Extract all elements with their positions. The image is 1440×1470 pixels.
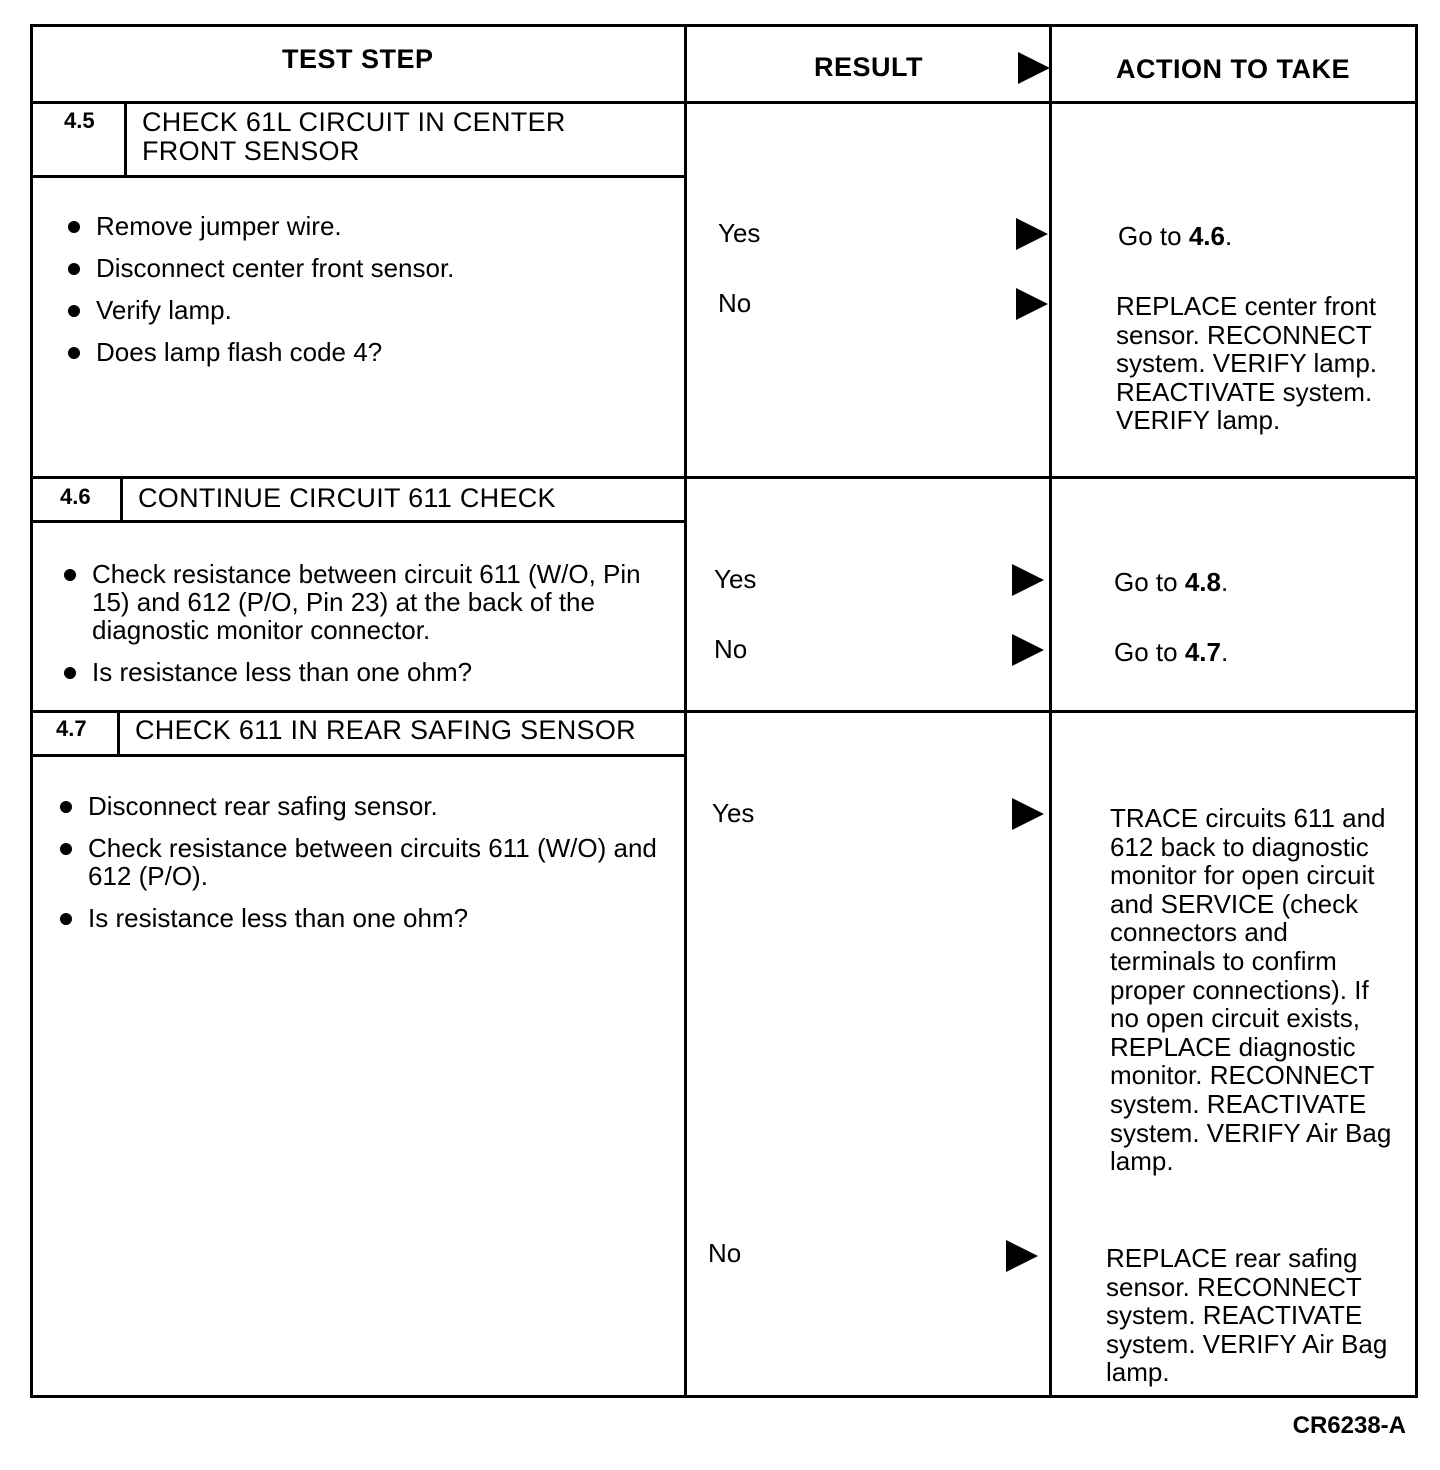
header-divider [30,101,1418,104]
step-ref: 4.6 [1188,221,1225,251]
step-number-divider [120,476,123,522]
result-no: No [718,288,752,318]
step-bullets [62,560,652,700]
result-yes: Yes [712,798,755,828]
result-no: No [714,634,748,664]
result-no: No [708,1238,742,1268]
step-title-divider [30,754,687,757]
step-divider [30,476,1418,479]
bullet-item: Check resistance between circuits 611 (W/O) and 612 (P/O). [58,834,658,890]
bullet-item: Is resistance less than one ohm? [62,658,652,686]
step-number-divider [124,101,127,175]
bullet-item: Does lamp flash code 4? [66,338,656,366]
result-arrow-icon [1012,564,1044,596]
step-ref: 4.7 [1184,637,1221,667]
action-text: REPLACE rear safing sensor. RECONNECT system. REACTIVATE system. VERIFY Air Bag lamp. [1106,1243,1388,1388]
step-number: 4.6 [60,484,91,509]
action-goto: Go to 4.6. [1118,221,1233,251]
action-goto: Go to 4.8. [1114,567,1229,597]
step-title-divider [30,520,687,523]
step-number-divider [117,710,120,756]
bullet-item: Remove jumper wire. [66,212,656,240]
action-goto: Go to 4.7. [1114,637,1229,667]
step-bullets [58,792,658,946]
step-number: 4.7 [56,716,87,741]
step-bullets [66,212,656,380]
step-title: CHECK 61L CIRCUIT IN CENTER FRONT SENSOR [142,107,566,166]
step-divider [30,710,1418,713]
bullet-item: Disconnect rear safing sensor. [58,792,658,820]
bullet-item: Is resistance less than one ohm? [58,904,658,932]
result-arrow-icon [1016,288,1048,320]
result-arrow-icon [1012,798,1044,830]
bullet-item: Verify lamp. [66,296,656,324]
result-arrow-icon [1012,634,1044,666]
step-title: CONTINUE CIRCUIT 611 CHECK [138,483,556,513]
result-yes: Yes [718,218,761,248]
bullet-item: Check resistance between circuit 611 (W/O, Pin 15) and 612 (P/O, Pin 23) at the back of the diagnostic monitor connector. [62,560,652,644]
step-number: 4.5 [64,108,95,133]
step-title: CHECK 611 IN REAR SAFING SENSOR [135,715,636,745]
bullet-item: Disconnect center front sensor. [66,254,656,282]
step-ref: 4.8 [1184,567,1221,597]
action-text: REPLACE center front sensor. RECONNECT system. VERIFY lamp. REACTIVATE system. VERIFY lamp. [1116,291,1378,436]
action-text: TRACE circuits 611 and 612 back to diagnostic monitor for open circuit and SERVICE (check connectors and terminals to confirm proper connections). If no open circuit exists, REPLACE diagnostic monitor. RECONNECT system. REACTIVATE system. VERIFY Air Bag lamp. [1110,803,1392,1177]
result-arrow-icon [1006,1240,1038,1272]
header-arrow-icon [1018,52,1050,84]
step-title-divider [30,175,687,178]
figure-reference: CR6238-A [1292,1412,1406,1439]
header-action: ACTION TO TAKE [1116,54,1350,84]
result-arrow-icon [1016,218,1048,250]
result-yes: Yes [714,564,757,594]
header-result: RESULT [814,52,923,82]
header-test-step: TEST STEP [282,44,434,74]
